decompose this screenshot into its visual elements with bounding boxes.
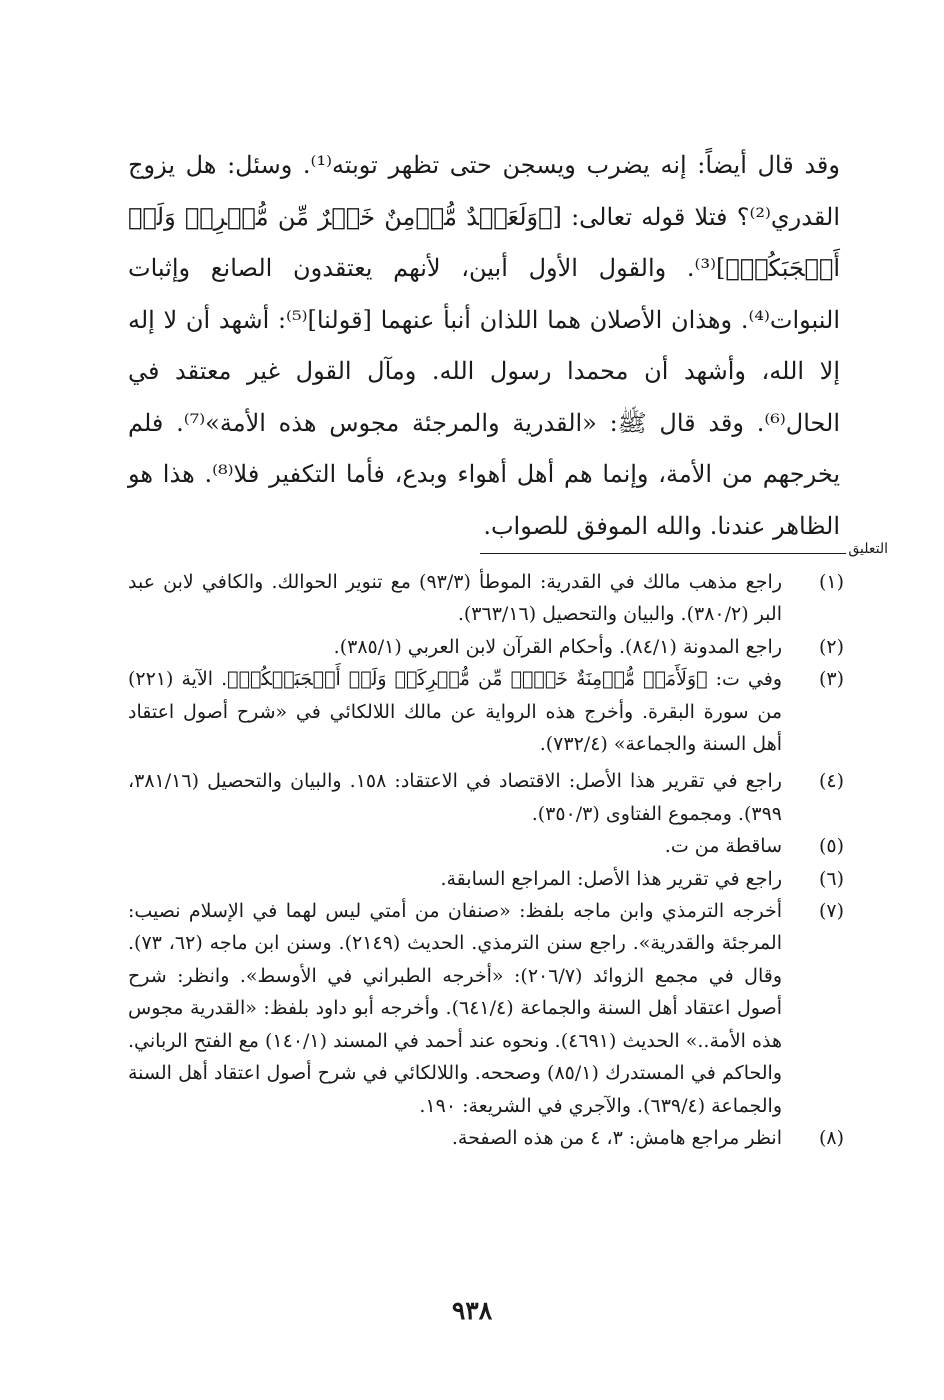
- page-number: ٩٣٨: [451, 1296, 493, 1325]
- footnote: [128, 631, 844, 663]
- footnote-number: (٦): [818, 867, 844, 890]
- footnotes: [128, 566, 844, 1154]
- main-paragraph: وقد قال أيضاً: إنه يضرب ويسجن حتى تظهر توبته⁽¹⁾. وسئل: هل يزوج القدري⁽²⁾؟ فتلا قوله تعالى: [﴿وَلَعَبۡدٌ مُّؤۡمِنٌ خَيۡرٌ مِّن مُّشۡرِكٖ وَلَوۡ أَعۡجَبَكُمۡ﴾]⁽³⁾. والقول الأول أبين، لأنهم يعتقدون الصانع وإثبات النبوات⁽⁴⁾. وهذان الأصلان هما اللذان أنبأ عنهما [قولنا]⁽⁵⁾: أشهد أن لا إله إلا الله، وأشهد أن محمدا رسول الله. ومآل القول غير معتقد في الحال⁽⁶⁾. وقد قال ﷺ: «القدرية والمرجئة مجوس هذه الأمة»⁽⁷⁾. فلم يخرجهم من الأمة، وإنما هم أهل أهواء وبدع، فأما التكفير فلا⁽⁸⁾. هذا هو الظاهر عندنا. والله الموفق للصواب.: [128, 151, 840, 540]
- footnote: [128, 1122, 844, 1154]
- footnote-number: (٣): [818, 668, 844, 691]
- footnote-text: ساقطة من ت.: [664, 835, 782, 858]
- footnote-number: (٨): [818, 1126, 844, 1149]
- footnote-text: أخرجه الترمذي وابن ماجه بلفظ: «صنفان من أمتي ليس لهما في الإسلام نصيب: المرجئة والقدرية». راجع سنن الترمذي. الحديث (٢١٤٩). وسنن ابن ماجه (٦٢، ٧٣). وقال في مجمع الزوائد (٢٠٦/٧): «أخرجه الطبراني في الأوسط». وانظر: شرح أصول اعتقاد أهل السنة والجماعة (٦٤١/٤). وأخرجه أبو داود بلفظ: «القدرية مجوس هذه الأمة..» الحديث (٤٦٩١). ونحوه عند أحمد في المسند (١٤٠/١) مع الفتح الرباني. والحاكم في المستدرك (٨٥/١) وصححه. واللالكائي في شرح أصول اعتقاد أهل السنة والجماعة (٦٣٩/٤). والآجري في الشريعة: ١٩٠.: [128, 900, 782, 1117]
- footnote: [128, 765, 844, 830]
- footnote-number: (١): [818, 571, 844, 593]
- section-label: التعليق: [848, 541, 888, 557]
- footnote-number: (٤): [818, 770, 844, 793]
- footnote-text: انظر مراجع هامش: ٣، ٤ من هذه الصفحة.: [451, 1126, 782, 1149]
- footnote-text: راجع مذهب مالك في القدرية: الموطأ (٩٣/٣) مع تنوير الحوالك. والكافي لابن عبد البر (٣٨٠/٢). والبيان والتحصيل (٣٦٣/١٦).: [128, 571, 782, 626]
- footnote-text: راجع المدونة (٨٤/١). وأحكام القرآن لابن العربي (٣٨٥/١).: [333, 635, 782, 658]
- footnote-number: (٥): [818, 835, 844, 858]
- footnote-separator-line: [480, 553, 846, 554]
- footnote: [128, 830, 844, 862]
- footnote-number: (٢): [818, 635, 844, 658]
- footnote: [128, 566, 844, 631]
- footnote: [128, 863, 844, 895]
- footnote-text: راجع في تقرير هذا الأصل: الاقتصاد في الاعتقاد: ١٥٨. والبيان والتحصيل (٣٨١/١٦، ٣٩٩). ومجموع الفتاوى (٣٥٠/٣).: [128, 770, 782, 825]
- footnote-text: وفي ت: ﴿وَلَأَمَةٞ مُّؤۡمِنَةٌ خَيۡرٞ مِّن مُّشۡرِكَةٖ وَلَوۡ أَعۡجَبَتۡكُمۡ﴾. الآية (٢٢١) من سورة البقرة. وأخرج هذه الرواية عن مالك اللالكائي في «شرح أصول اعتقاد أهل السنة والجماعة» (٧٣٢/٤).: [128, 668, 782, 756]
- footnote-number: (٧): [818, 900, 844, 923]
- footnote-text: راجع في تقرير هذا الأصل: المراجع السابقة.: [440, 867, 782, 890]
- footnote: [128, 895, 844, 1122]
- main-text: [128, 140, 840, 552]
- footnote: [128, 663, 844, 760]
- footnotes-header: [480, 540, 888, 558]
